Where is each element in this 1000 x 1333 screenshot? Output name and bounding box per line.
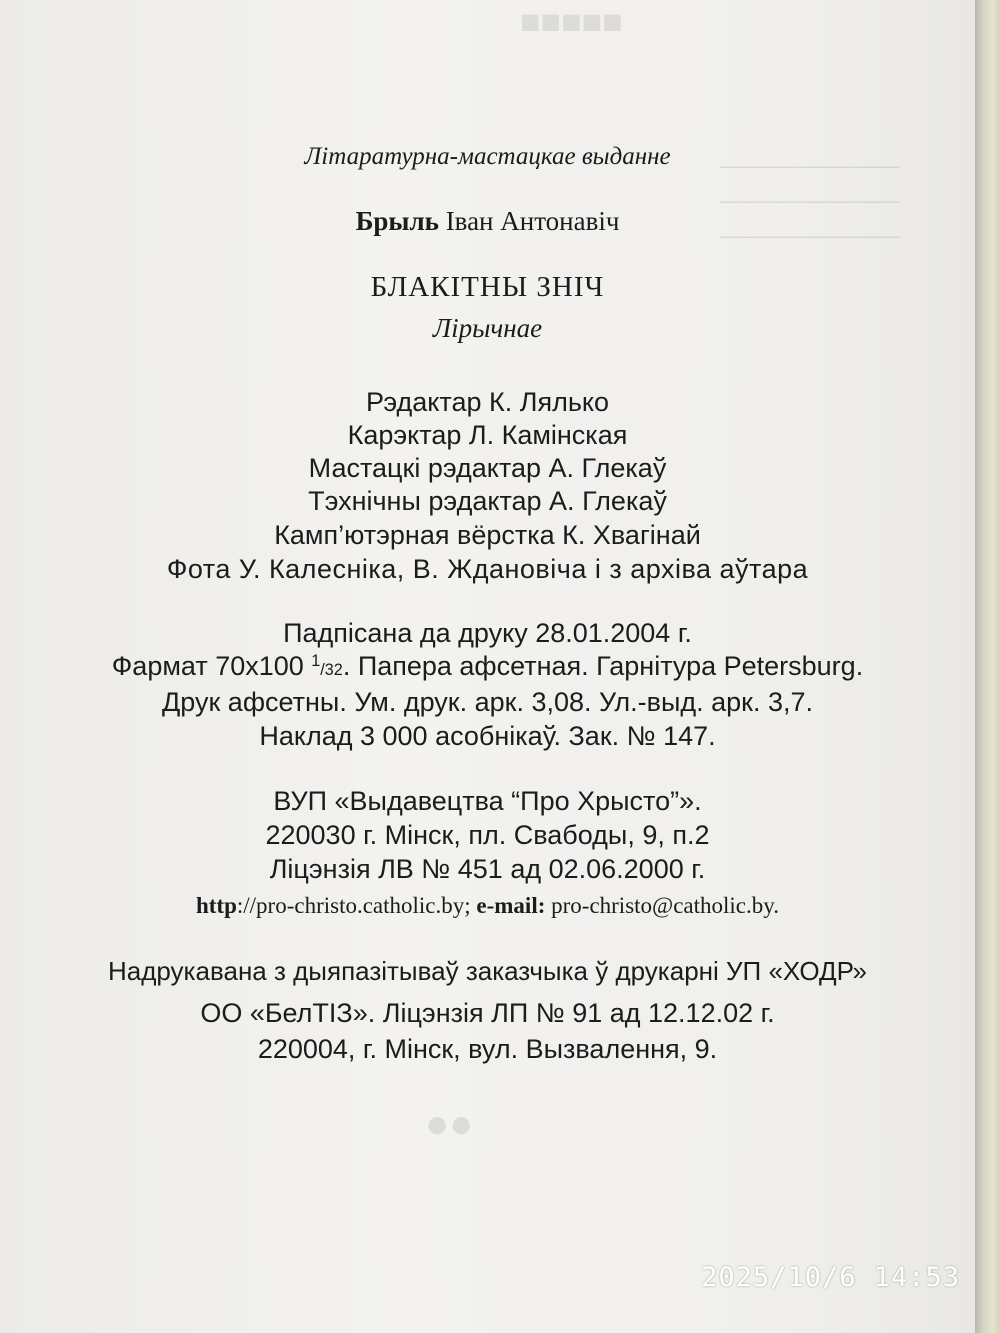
printer-line-3: 220004, г. Мінск, вул. Вызвалення, 9. xyxy=(257,1034,718,1064)
book-title: БЛАКІТНЫ ЗНІЧ xyxy=(370,271,605,303)
format-prefix: Фармат 70х100 xyxy=(111,651,312,681)
publisher-license: Ліцэнзія ЛВ № 451 ад 02.06.2000 г. xyxy=(269,854,706,884)
show-through-mark: ■■■■■ xyxy=(520,4,623,41)
print-run: Наклад 3 000 асобнікаў. Зак. № 147. xyxy=(259,721,716,751)
http-label: http xyxy=(195,893,237,918)
printer-line-1: Надрукавана з дыяпазітываў заказчыка ў друкарні УП «ХОДР» xyxy=(107,956,867,986)
show-through-mark: ●● xyxy=(425,1101,474,1146)
show-through-mark: —————— xyxy=(720,183,900,216)
http-value: ://pro-christo.catholic.by; xyxy=(236,893,477,918)
author-surname: Брыль xyxy=(355,206,439,236)
genre-line: Літаратурна-мастацкае выданне xyxy=(304,143,671,170)
publisher-address: 220030 г. Мінск, пл. Свабоды, 9, п.2 xyxy=(265,820,710,850)
format-denominator: /32 xyxy=(320,661,343,679)
credit-art-editor: Мастацкі рэдактар А. Глекаў xyxy=(308,453,667,483)
photo-timestamp: 2025/10/6 14:53 xyxy=(701,1262,960,1293)
credit-proofreader: Карэктар Л. Камінская xyxy=(347,420,628,450)
credit-editor: Рэдактар К. Лялько xyxy=(365,387,610,417)
show-through-mark: —————— xyxy=(720,218,900,251)
credit-tech-editor: Тэхнічны рэдактар А. Глекаў xyxy=(308,486,667,516)
email-label: e-mail: xyxy=(476,893,546,918)
format-numerator: 1 xyxy=(311,652,321,671)
page-edge xyxy=(975,0,1000,1333)
author-given-names: Іван Антонавіч xyxy=(438,206,620,236)
signed-for-print: Падпісана да друку 28.01.2004 г. xyxy=(283,618,692,648)
credit-photo: Фота У. Калесніка, В. Ждановіча і з архіва аўтара xyxy=(166,554,809,584)
print-details: Друк афсетны. Ум. друк. арк. 3,08. Ул.-выд. арк. 3,7. xyxy=(161,687,814,717)
author-line xyxy=(0,206,975,237)
publisher-name: ВУП «Выдавецтва “Про Хрысто”». xyxy=(273,786,702,816)
email-value: pro-christo@catholic.by. xyxy=(545,893,780,918)
credit-layout: Камп’ютэрная вёрстка К. Хвагінай xyxy=(274,520,701,550)
publisher-web xyxy=(0,893,975,919)
show-through-mark: —————— xyxy=(720,148,900,181)
book-subtitle: Лірычнае xyxy=(432,313,543,343)
printer-line-2: ОО «БелТІЗ». Ліцэнзія ЛП № 91 ад 12.12.02 г. xyxy=(200,998,775,1028)
format-line xyxy=(0,651,975,682)
format-suffix: . Папера афсетная. Гарнітура Petersburg. xyxy=(342,651,864,681)
